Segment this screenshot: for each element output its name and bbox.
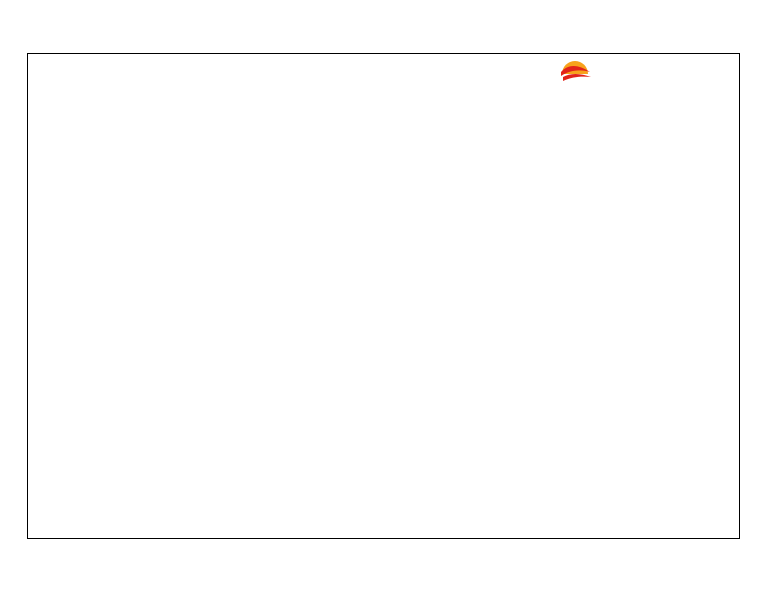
sun-wave-icon xyxy=(560,58,594,86)
sahara-logo xyxy=(560,58,680,86)
report-sheet xyxy=(27,53,740,539)
